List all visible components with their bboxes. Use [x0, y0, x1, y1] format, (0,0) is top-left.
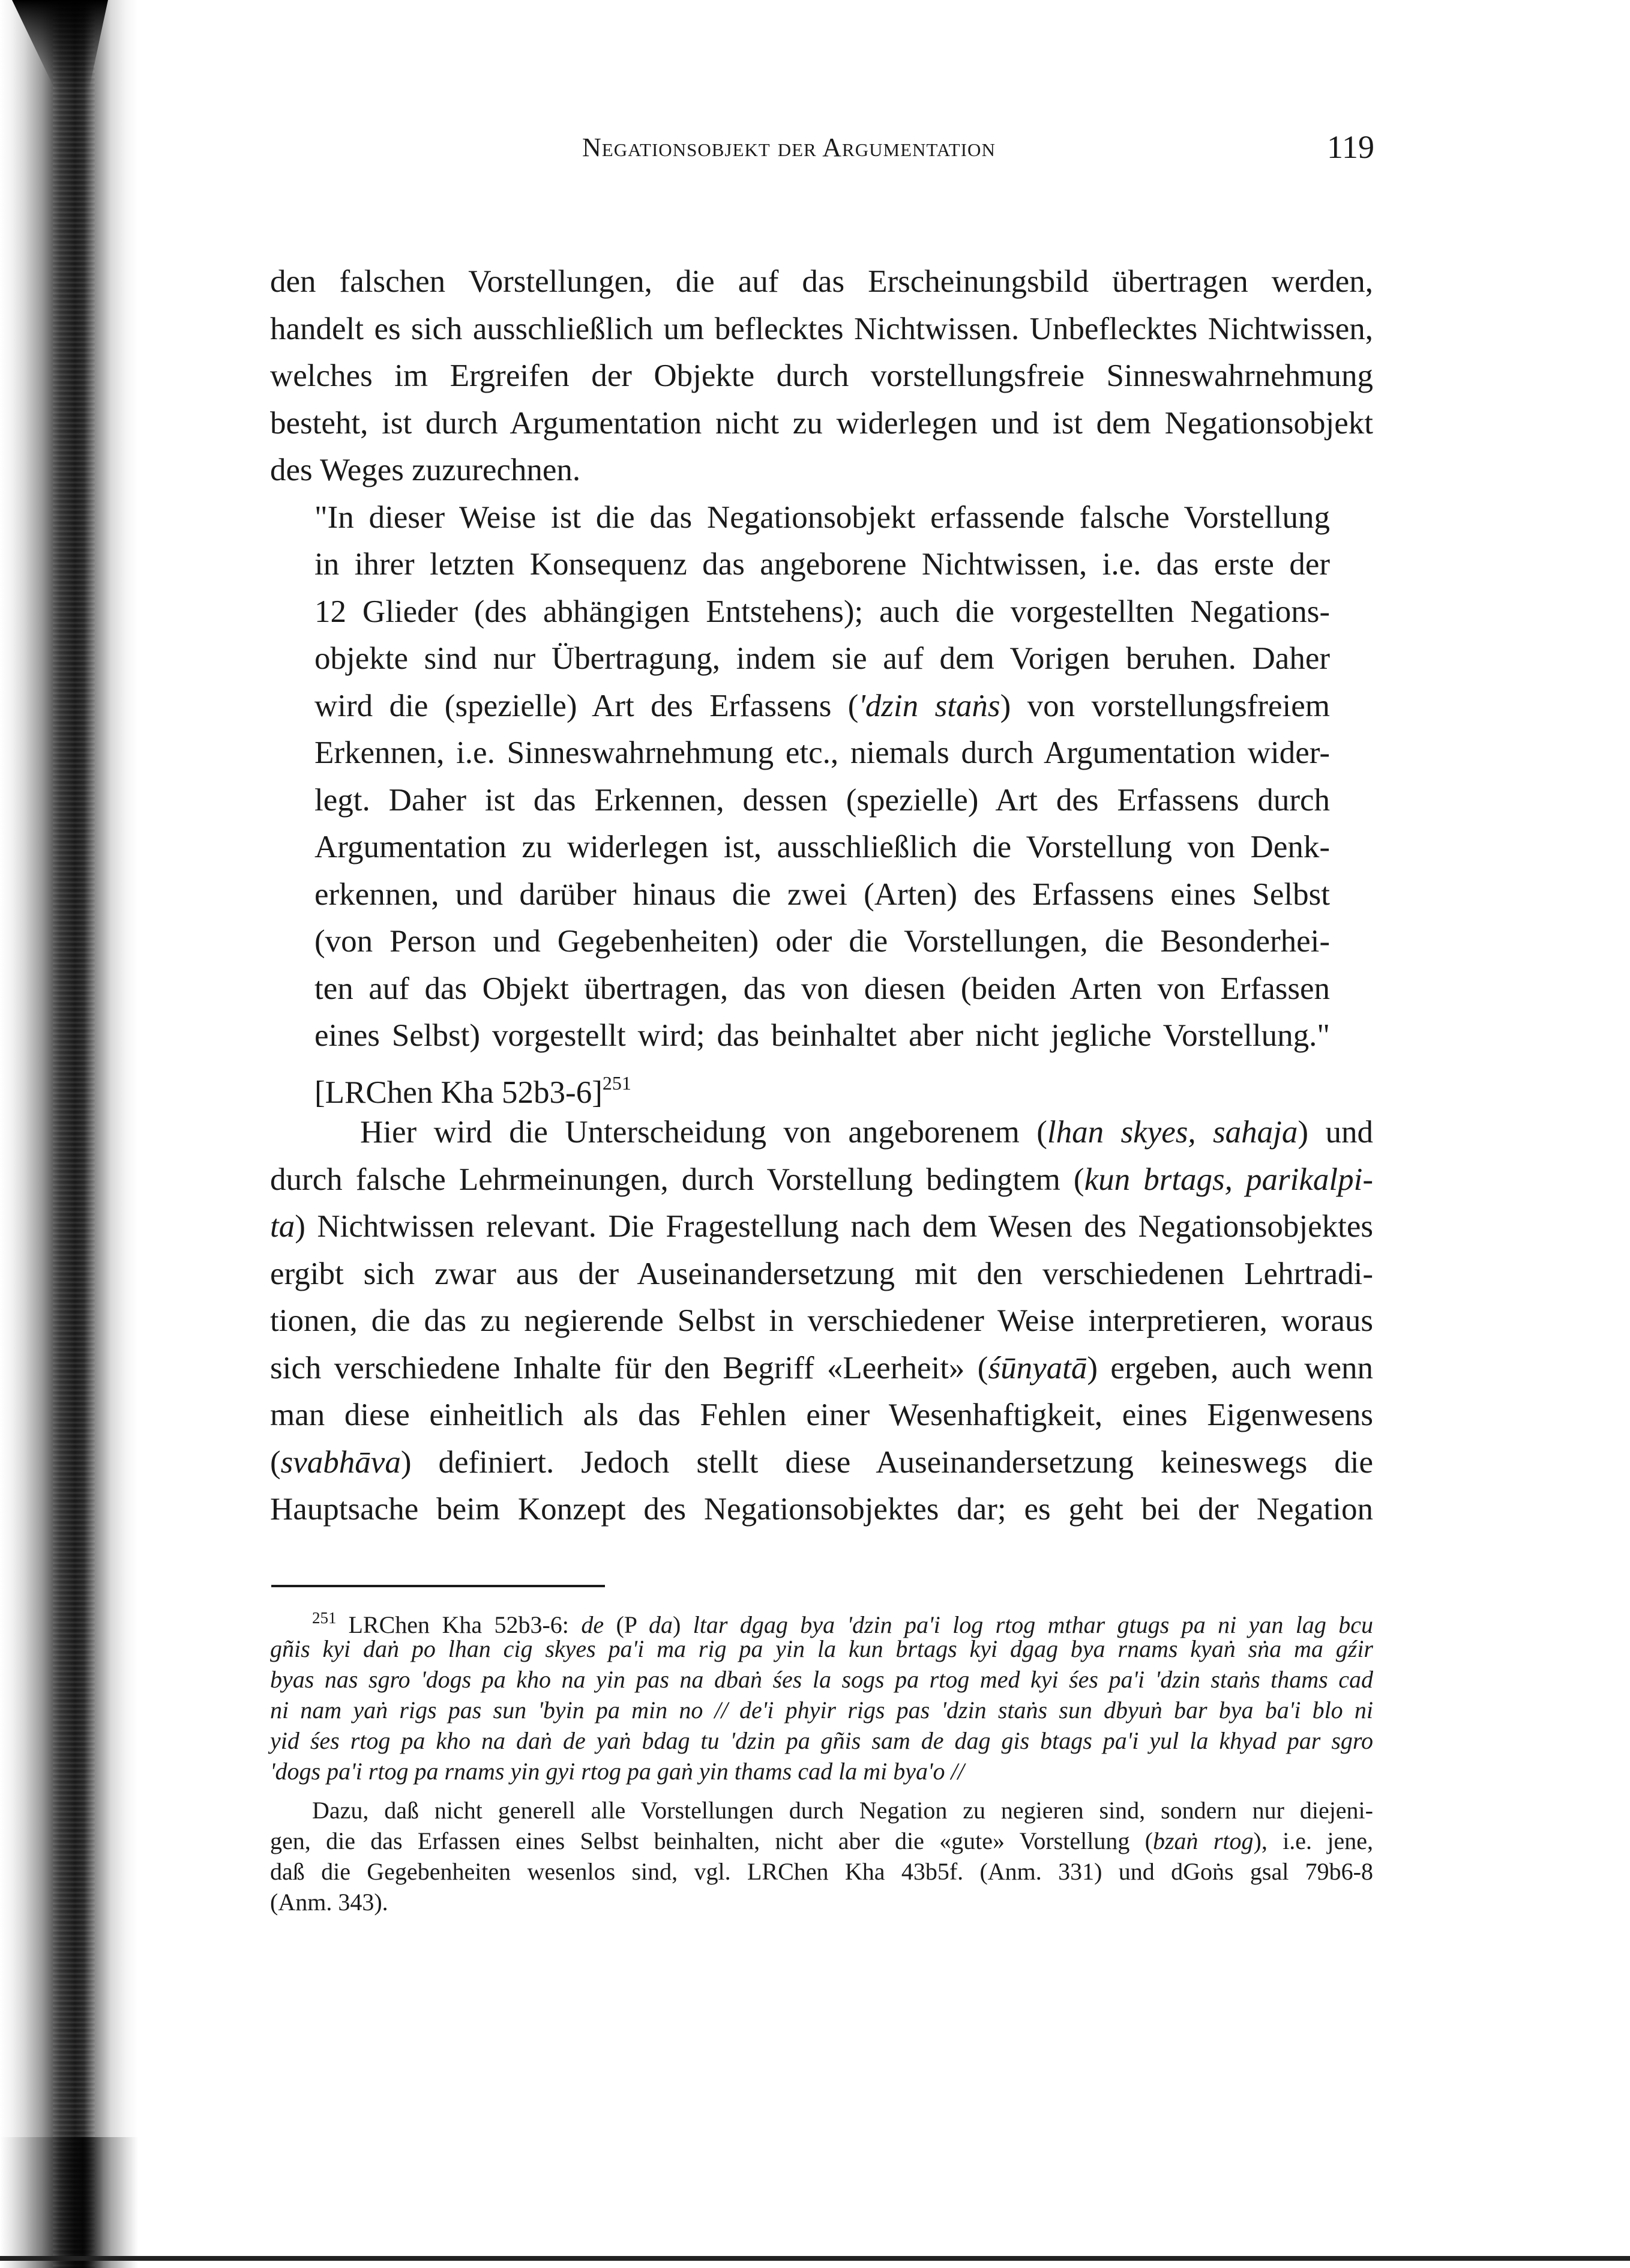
text-line: des Weges zuzurechnen.	[270, 453, 581, 487]
text-line	[270, 1439, 1373, 1486]
text-run: (P	[604, 1611, 649, 1638]
quote-line: Erkennen, i.e. Sinneswahrnehmung etc., niemals durch Argumentation wider-	[314, 735, 1330, 770]
tibetan-text: bzaṅ rtog	[1152, 1827, 1254, 1854]
term: lhan skyes, sahaja	[1047, 1115, 1298, 1150]
footnote-line	[270, 1603, 1373, 1638]
quote-line: legt. Daher ist das Erkennen, dessen (spezielle) Art des Erfassens durch	[314, 782, 1330, 818]
quote-line: (von Person und Gegebenheiten) oder die Vorstellungen, die Besonderhei-	[314, 924, 1330, 959]
text-line	[270, 1345, 1373, 1392]
binding-bottom-shadow	[0, 2137, 138, 2268]
scan-bottom-edge	[0, 2256, 1630, 2261]
tibetan-text: da	[648, 1611, 673, 1638]
text-run: )	[672, 1611, 693, 1638]
book-binding-shadow	[0, 0, 138, 2268]
footnote-line	[270, 1826, 1373, 1856]
text-run: gen, die das Erfassen eines Selbst beinhalten, nicht aber die «gute» Vorstellung (	[270, 1827, 1153, 1854]
text-line	[270, 1109, 1373, 1156]
footnote-line: gñis kyi daṅ po lhan cig skyes pa'i ma rig pa yin la kun brtags kyi dgag bya rnams kyaṅ sṅa ma gźir	[270, 1635, 1373, 1662]
quote-line: erkennen, und darüber hinaus die zwei (Arten) des Erfassens eines Selbst	[314, 876, 1330, 912]
quote-line: eines Selbst) vorgestellt wird; das beinhaltet aber nicht jegliche Vorstellung."	[314, 1018, 1330, 1053]
text-line	[270, 1203, 1373, 1250]
quote-citation	[314, 1060, 1330, 1110]
text-run: ) und	[1298, 1115, 1374, 1150]
page-number: 119	[1327, 129, 1374, 165]
quote-line: ten auf das Objekt übertragen, das von diesen (beiden Arten von Erfassen	[314, 971, 1330, 1006]
text-run: ) von vorstellungsfreiem	[1000, 688, 1331, 723]
term: svabhāva	[280, 1444, 401, 1480]
paragraph-1	[270, 258, 1373, 494]
footnote-line: daß die Gegebenheiten wesenlos sind, vgl. LRChen Kha 43b5f. (Anm. 331) und dGoṅs gsal 79b6-8	[270, 1858, 1373, 1885]
footnote-line: 'dogs pa'i rtog pa rnams yin gyi rtog pa gaṅ yin thams cad la mi bya'o //	[270, 1758, 964, 1785]
tibetan-text: ltar dgag bya 'dzin pa'i log rtog mthar gtugs pa ni yan lag bcu	[693, 1611, 1373, 1638]
text-run: ) definiert. Jedoch stellt diese Auseinandersetzung keineswegs die	[400, 1444, 1373, 1480]
running-head	[270, 128, 1374, 164]
term: kun brtags, parikalpi-	[1084, 1162, 1373, 1197]
quote-line: objekte sind nur Übertragung, indem sie auf dem Vorigen beruhen. Daher	[314, 641, 1330, 676]
text-line: tionen, die das zu negierende Selbst in verschiedener Weise interpretieren, woraus	[270, 1303, 1373, 1338]
text-line: handelt es sich ausschließlich um beflecktes Nichtwissen. Unbeflecktes Nichtwissen,	[270, 311, 1373, 346]
text-line: welches im Ergreifen der Objekte durch vorstellungsfreie Sinneswahrnehmung	[270, 358, 1373, 393]
footnote-line: yid śes rtog pa kho na daṅ de yaṅ bdag tu 'dzin pa gñis sam de dag gis btags pa'i yul la khyad par sgro	[270, 1727, 1373, 1754]
paragraph-2	[270, 1109, 1373, 1533]
footnote-block	[270, 1603, 1373, 1917]
term: ta	[270, 1209, 295, 1244]
quote-line: 12 Glieder (des abhängigen Entstehens); auch die vorgestellten Negations-	[314, 594, 1330, 629]
tibetan-text: de	[581, 1611, 604, 1638]
footnote-line: Dazu, daß nicht generell alle Vorstellungen durch Negation zu negieren sind, sondern nur diejeni-	[312, 1797, 1373, 1824]
text-run: sich verschiedene Inhalte für den Begriff «Leerheit» (	[270, 1350, 988, 1386]
text-run: wird die (spezielle) Art des Erfassens (	[314, 688, 859, 723]
text-line: den falschen Vorstellungen, die auf das Erscheinungsbild übertragen werden,	[270, 264, 1373, 299]
main-text	[270, 258, 1373, 1533]
text-line: Hauptsache beim Konzept des Negationsobjektes dar; es geht bei der Negation	[270, 1492, 1373, 1527]
quote-line	[314, 683, 1330, 730]
quote-line: in ihrer letzten Konsequenz das angeborene Nichtwissen, i.e. das erste der	[314, 547, 1330, 582]
block-quote	[314, 494, 1331, 1110]
text-run: durch falsche Lehrmeinungen, durch Vorstellung bedingtem (	[270, 1162, 1084, 1197]
footnote-line: byas nas sgro 'dogs pa kho na yin pas na dbaṅ śes la sogs pa rtog med kyi śes pa'i 'dzin staṅs thams cad	[270, 1666, 1373, 1693]
quote-line: Argumentation zu widerlegen ist, ausschließlich die Vorstellung von Denk-	[314, 830, 1330, 864]
text-run: LRChen Kha 52b3-6:	[348, 1611, 582, 1638]
text-run: ) ergeben, auch wenn	[1087, 1350, 1373, 1386]
text-line: man diese einheitlich als das Fehlen einer Wesenhaftigkeit, eines Eigenwesens	[270, 1398, 1373, 1432]
text-run: ) Nichtwissen relevant. Die Fragestellung nach dem Wesen des Negationsobjektes	[295, 1209, 1373, 1244]
text-run: Hier wird die Unterscheidung von angeborenem (	[360, 1115, 1047, 1150]
text-line: ergibt sich zwar aus der Auseinandersetzung mit den verschiedenen Lehrtradi-	[270, 1256, 1373, 1291]
footnote-number: 251	[312, 1609, 337, 1627]
running-title: Negationsobjekt der Argumentation	[582, 133, 996, 162]
tibetan-term: 'dzin staṅs	[858, 688, 1000, 723]
footnote-rule	[271, 1585, 605, 1587]
footnote-reference[interactable]: 251	[602, 1072, 631, 1094]
citation-text: [LRChen Kha 52b3-6]	[314, 1075, 603, 1110]
quote-line: "In dieser Weise ist die das Negationsobjekt erfassende falsche Vorstellung	[314, 499, 1330, 535]
text-run: (	[270, 1444, 281, 1480]
term: śūnyatā	[988, 1350, 1087, 1386]
footnote-line: ni nam yaṅ rigs pas sun 'byin pa min no // de'i phyir rigs pas 'dzin staṅs sun dbyuṅ bar bya ba'i blo ni	[270, 1696, 1373, 1724]
text-line	[270, 1156, 1373, 1204]
footnote-line: (Anm. 343).	[270, 1889, 388, 1916]
text-run: ), i.e. jene,	[1253, 1827, 1374, 1854]
text-line: besteht, ist durch Argumentation nicht zu widerlegen und ist dem Negationsobjekt	[270, 405, 1373, 441]
